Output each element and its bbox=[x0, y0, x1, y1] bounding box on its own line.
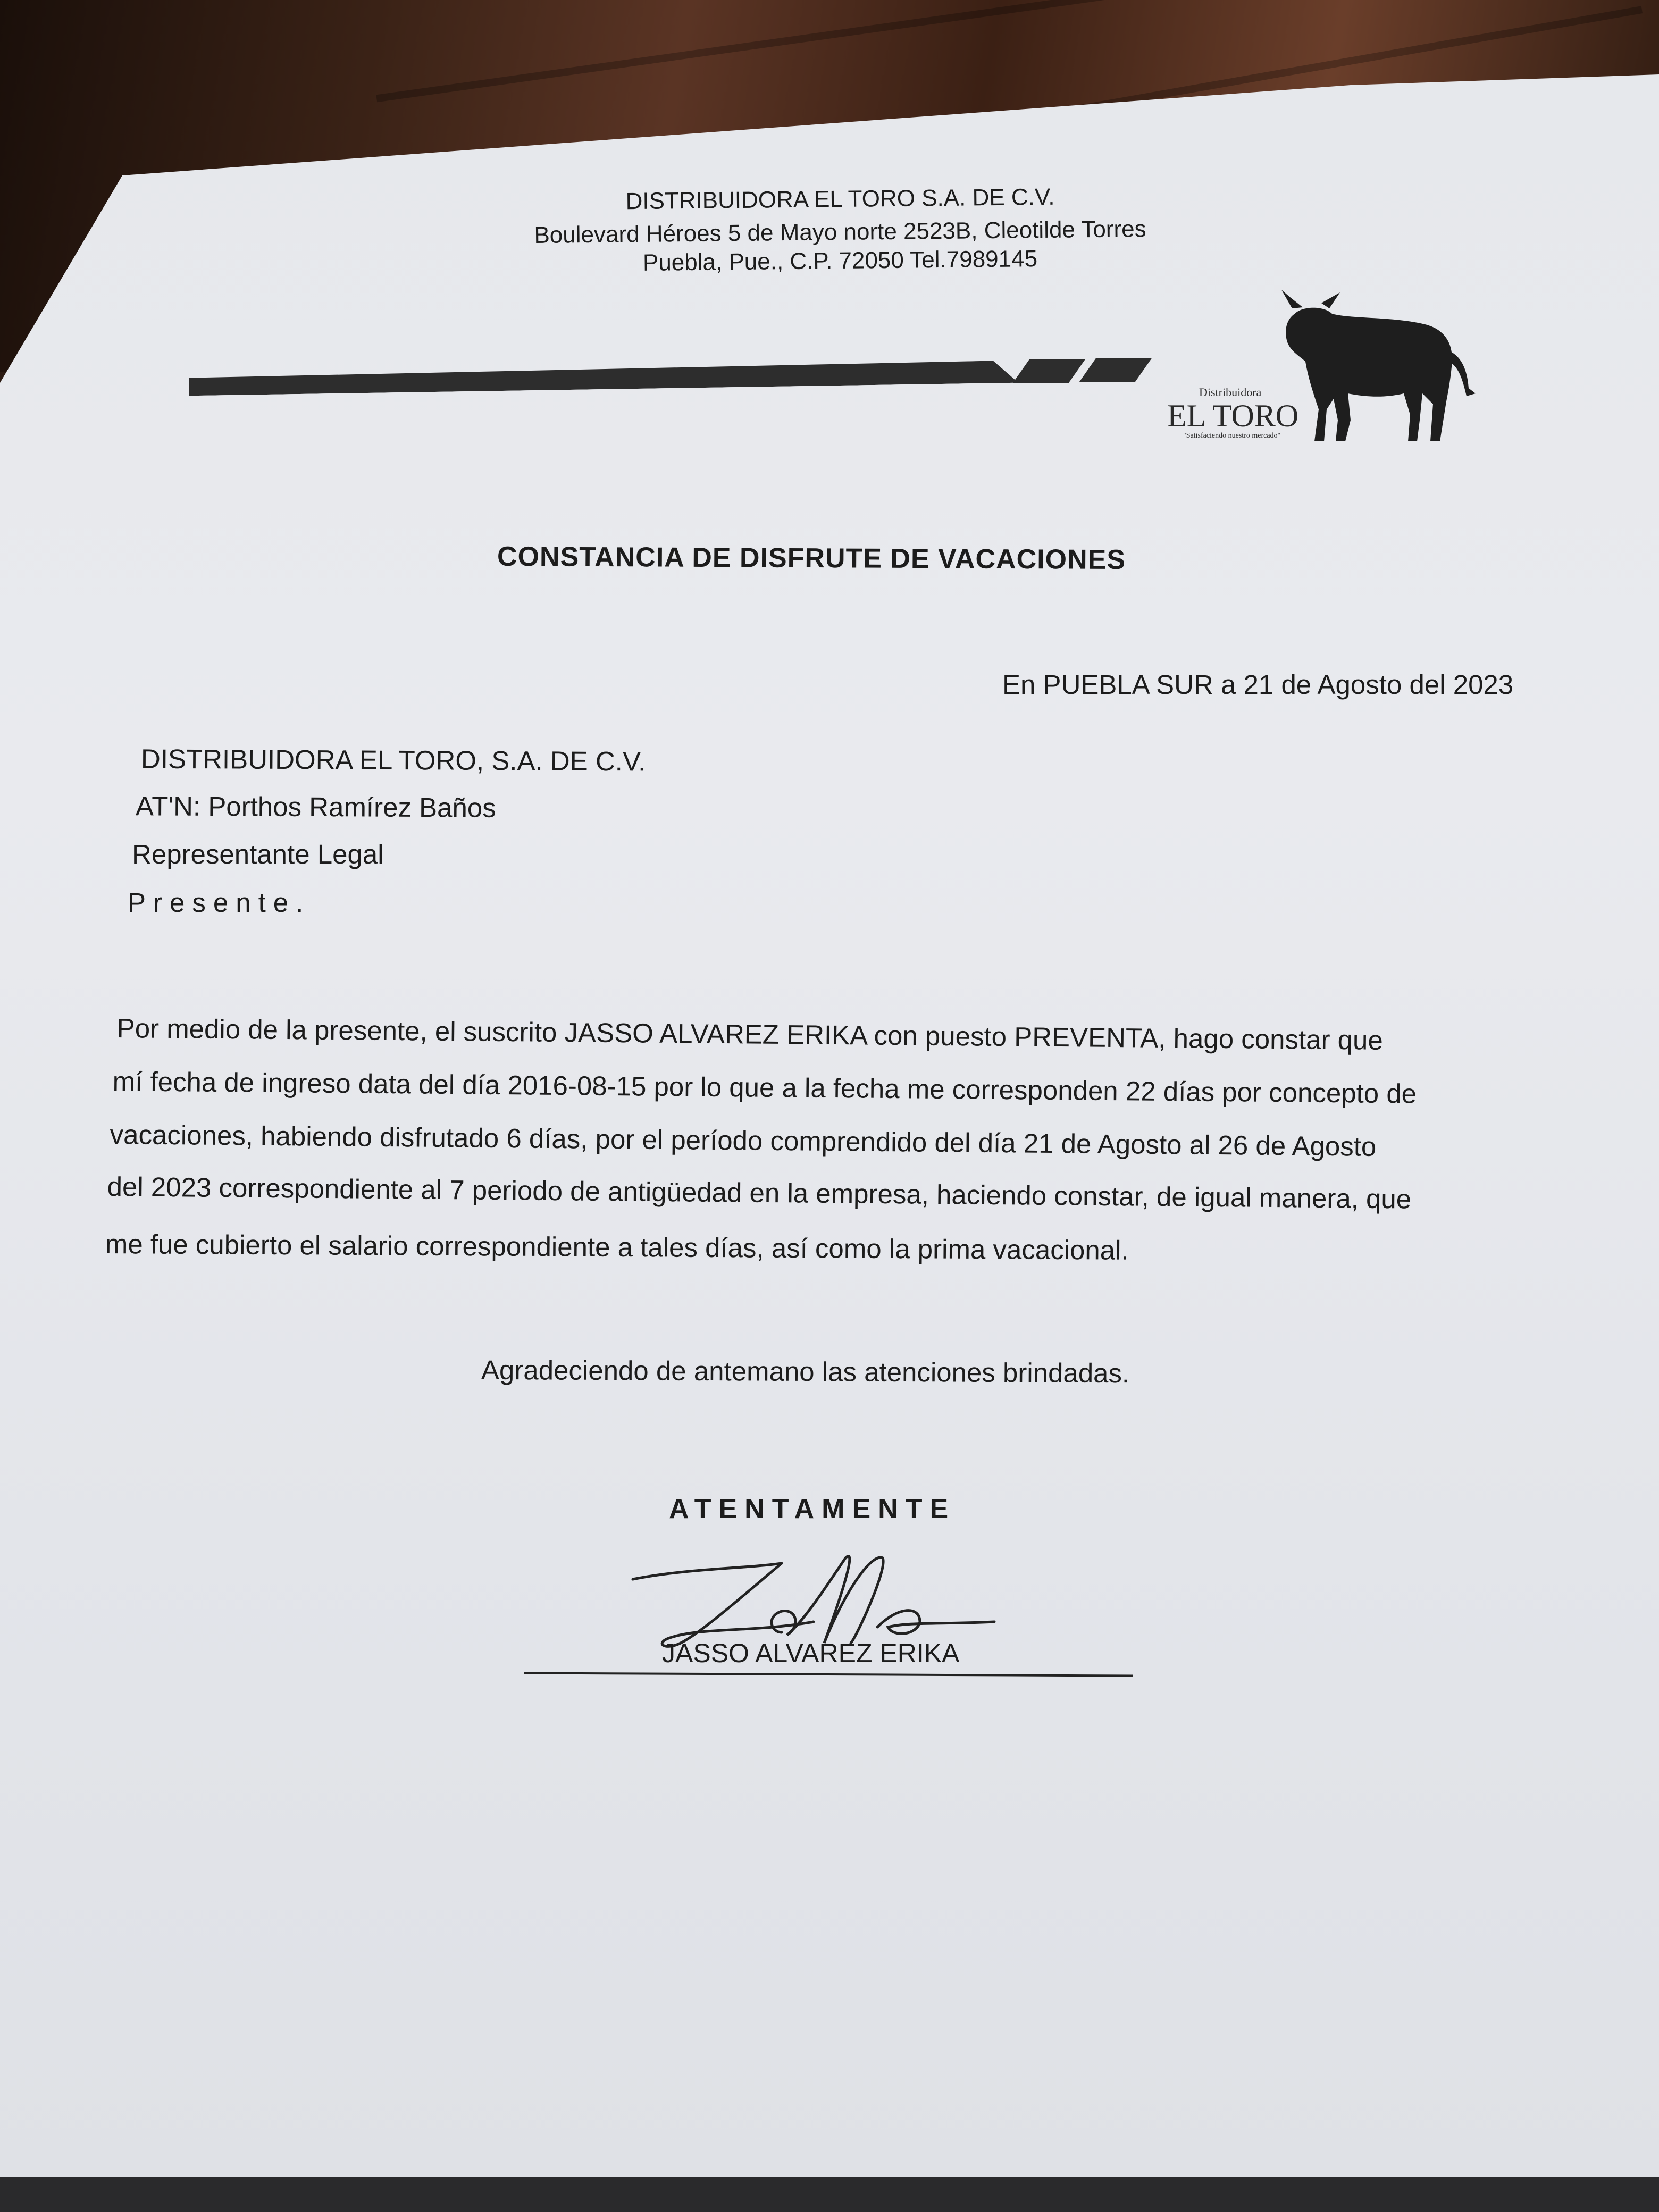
body-line-1: Por medio de la presente, el suscrito JASSO ALVAREZ ERIKA con puesto PREVENTA, hago constar que bbox=[116, 1013, 1384, 1055]
letterhead-company: DISTRIBUIDORA EL TORO S.A. DE C.V. bbox=[625, 183, 1055, 215]
signer-name: JASSO ALVAREZ ERIKA bbox=[662, 1638, 960, 1668]
addressee-role: Representante Legal bbox=[132, 839, 384, 869]
logo-tagline: "Satisfaciendo nuestro mercado" bbox=[1183, 432, 1281, 440]
letterhead-address-line2: Puebla, Pue., C.P. 72050 Tel.7989145 bbox=[642, 246, 1038, 276]
body-line-3: vacaciones, habiendo disfrutado 6 días, por el período comprendido del día 21 de Agosto al 26 de Agosto bbox=[110, 1119, 1377, 1162]
wood-grain bbox=[376, 0, 1272, 102]
place-date: En PUEBLA SUR a 21 de Agosto del 2023 bbox=[1002, 669, 1514, 700]
table-edge-bottom bbox=[0, 2177, 1659, 2212]
addressee-attention: AT'N: Porthos Ramírez Baños bbox=[135, 791, 496, 823]
body-line-5: me fue cubierto el salario correspondiente a tales días, así como la prima vacacional. bbox=[105, 1229, 1129, 1266]
logo-name: EL TORO bbox=[1167, 398, 1299, 433]
document-title: CONSTANCIA DE DISFRUTE DE VACACIONES bbox=[497, 541, 1126, 576]
bull-icon bbox=[1271, 287, 1478, 447]
addressee-company: DISTRIBUIDORA EL TORO, S.A. DE C.V. bbox=[140, 743, 646, 777]
addressee-presente: Presente. bbox=[128, 887, 311, 918]
sign-off: ATENTAMENTE bbox=[669, 1494, 956, 1524]
body-line-2: mí fecha de ingreso data del día 2016-08-15 por lo que a la fecha me corresponden 22 días por concepto de bbox=[112, 1066, 1417, 1109]
closing-text: Agradeciendo de antemano las atenciones brindadas. bbox=[481, 1354, 1130, 1389]
logo-small-text: Distribuidora bbox=[1199, 386, 1262, 399]
body-line-4: del 2023 correspondiente al 7 periodo de antigüedad en la empresa, haciendo constar, de igual manera, que bbox=[107, 1171, 1412, 1214]
letterhead-address-line1: Boulevard Héroes 5 de Mayo norte 2523B, Cleotilde Torres bbox=[534, 215, 1146, 249]
